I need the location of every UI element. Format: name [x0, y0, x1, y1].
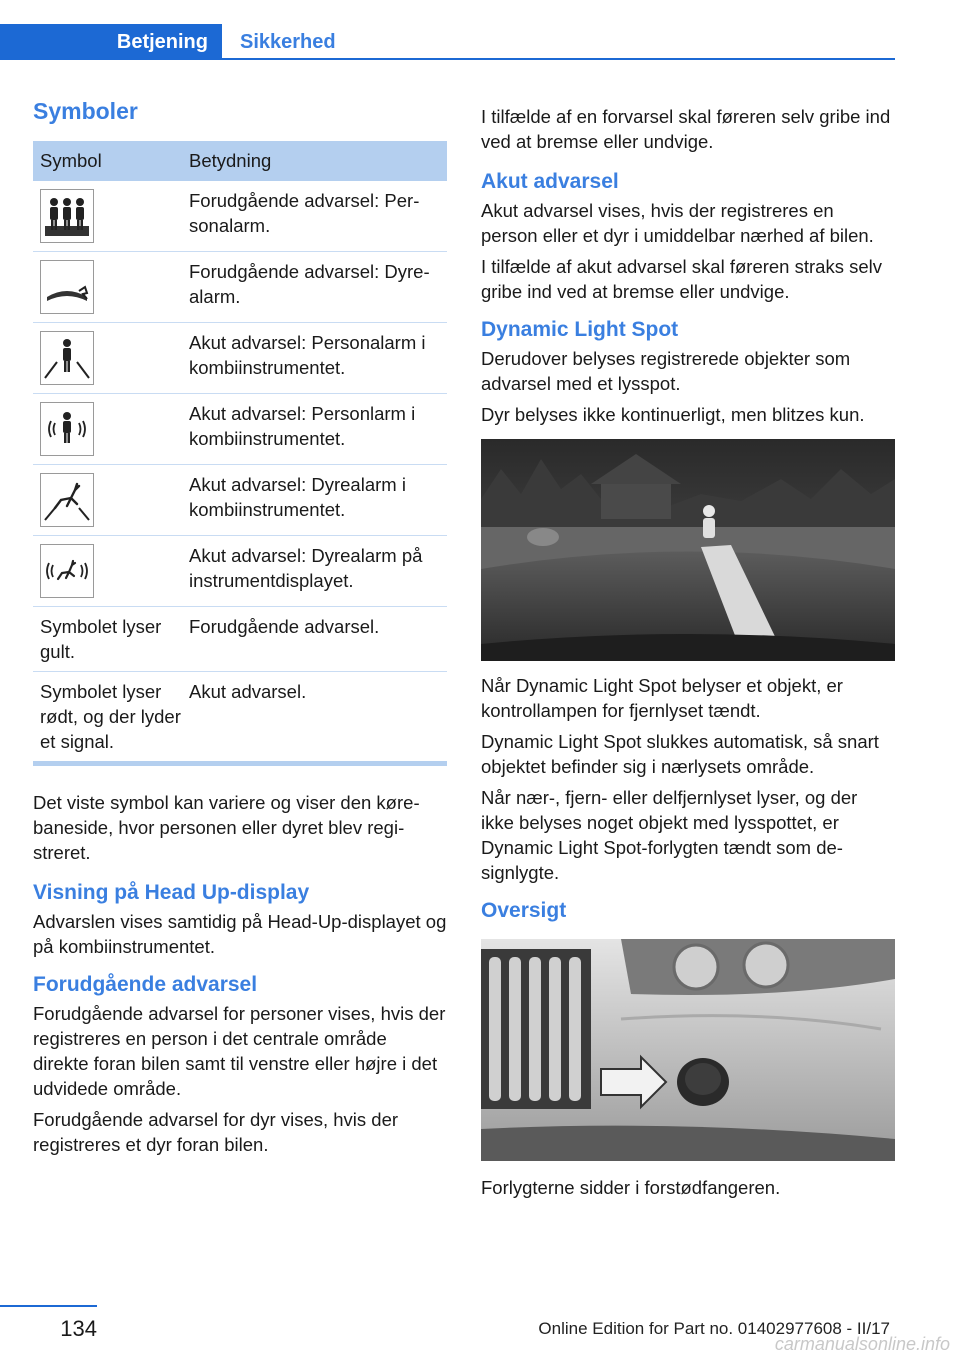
- deer-road-icon: [40, 473, 94, 527]
- section-tab-bar: [0, 24, 895, 62]
- pedestrian-road-icon: [40, 331, 94, 385]
- row-meaning: Akut advarsel: Personalarm i kombiinstrumentet.: [182, 323, 447, 394]
- footer-rule: [0, 1305, 97, 1307]
- table-row: [33, 536, 447, 607]
- heading-forudgaende: Forudgående advarsel: [33, 973, 258, 996]
- page-number: 134: [60, 1316, 97, 1341]
- dynamic-light-spot-night-image: [481, 439, 895, 661]
- row-meaning: Forudgående advarsel: Dyrealarm.: [182, 252, 447, 323]
- heading-symboler: Symboler: [33, 98, 138, 124]
- paragraph-akut-2: I tilfælde af akut advarsel skal føreren straks selv gribe ind ved at bremse eller undvige.: [481, 256, 882, 302]
- table-row: [33, 323, 447, 394]
- watermark: carmanualsonline.info: [774, 1334, 950, 1354]
- right-column: [481, 104, 895, 1206]
- table-row: [33, 672, 447, 762]
- tab-sikkerhed[interactable]: Sikkerhed: [240, 31, 336, 53]
- table-header-row: [33, 141, 447, 181]
- row-meaning: Akut advarsel: Personlarm i kombiinstrumentet.: [182, 394, 447, 465]
- row-meaning: Forudgående advarsel.: [182, 607, 447, 672]
- pedestrian-waves-icon: [40, 402, 94, 456]
- table-row: [33, 181, 447, 252]
- row-meaning: Akut advarsel: Dyrealarm på instrumentdisplayet.: [182, 536, 447, 607]
- paragraph-forvarsel: I tilfælde af en forvarsel skal føreren selv gribe ind ved at bremse eller undvige.: [481, 106, 891, 152]
- heading-dynamic-light-spot: Dynamic Light Spot: [481, 318, 679, 341]
- heading-oversigt: Oversigt: [481, 899, 567, 922]
- header-symbol: Symbol: [33, 141, 182, 181]
- paragraph-dls-4: Dynamic Light Spot slukkes automatisk, så snart objektet befinder sig i nærlysets område.: [481, 731, 879, 777]
- paragraph-forud-animals: Forudgående advarsel for dyr vises, hvis der registreres et dyr foran bilen.: [33, 1109, 399, 1155]
- edition-line: Online Edition for Part no. 01402977608 - II/17: [538, 1319, 890, 1338]
- left-column: [33, 98, 447, 1163]
- tab-betjening[interactable]: Betjening: [0, 24, 222, 60]
- heading-akut: Akut advarsel: [481, 170, 619, 193]
- symbol-table: [33, 141, 447, 761]
- paragraph-forud-persons: Forudgående advarsel for personer vises, hvis der registreres en person i det centrale område direkte foran bilen samt til venstre eller højre i det udvidede område.: [33, 1003, 446, 1099]
- paragraph-dls-2: Dyr belyses ikke kontinuerligt, men blitzes kun.: [481, 404, 865, 425]
- table-row: [33, 465, 447, 536]
- paragraph-head-up: Advarslen vises samtidig på Head-Up-displayet og på kombiinstrumentet.: [33, 911, 447, 957]
- animal-road-icon: [40, 260, 94, 314]
- header-betydning: Betydning: [182, 141, 447, 181]
- paragraph-dls-3: Når Dynamic Light Spot belyser et objekt, er kontrollampen for fjernlyset tændt.: [481, 675, 843, 721]
- deer-waves-icon: [40, 544, 94, 598]
- table-row: [33, 252, 447, 323]
- table-bottom-rule: [33, 761, 447, 766]
- paragraph-oversigt: Forlygterne sidder i forstødfangeren.: [481, 1177, 781, 1198]
- row-meaning: Forudgående advarsel: Personalarm.: [182, 181, 447, 252]
- row-meaning: Akut advarsel.: [189, 681, 307, 702]
- paragraph-akut-1: Akut advarsel vises, hvis der registreres en person eller et dyr i umiddelbar nærhed af bilen.: [481, 200, 874, 246]
- table-row: [33, 607, 447, 672]
- paragraph-symbol-side: Det viste symbol kan variere og viser den kørebaneside, hvor personen eller dyret blev registreret.: [33, 792, 420, 863]
- pedestrian-group-icon: [40, 189, 94, 243]
- row-meaning: Akut advarsel: Dyrealarm i kombiinstrumentet.: [182, 465, 447, 536]
- heading-head-up: Visning på Head Up-display: [33, 881, 310, 904]
- row-symbol-text: Symbolet lyser rødt, og der lyder et signal.: [40, 681, 181, 752]
- paragraph-dls-5: Når nær-, fjern- eller delfjernlyset lyser, og der ikke belyses noget objekt med lysspottet, er Dynamic Light Spot-forlygten tændt som designlygte.: [481, 787, 858, 883]
- row-symbol-text: Symbolet lyser gult.: [33, 607, 182, 672]
- tab-underline: [222, 58, 895, 60]
- headlight-bumper-image: [481, 939, 895, 1161]
- table-row: [33, 394, 447, 465]
- paragraph-dls-1: Derudover belyses registrerede objekter som advarsel med et lysspot.: [481, 348, 851, 394]
